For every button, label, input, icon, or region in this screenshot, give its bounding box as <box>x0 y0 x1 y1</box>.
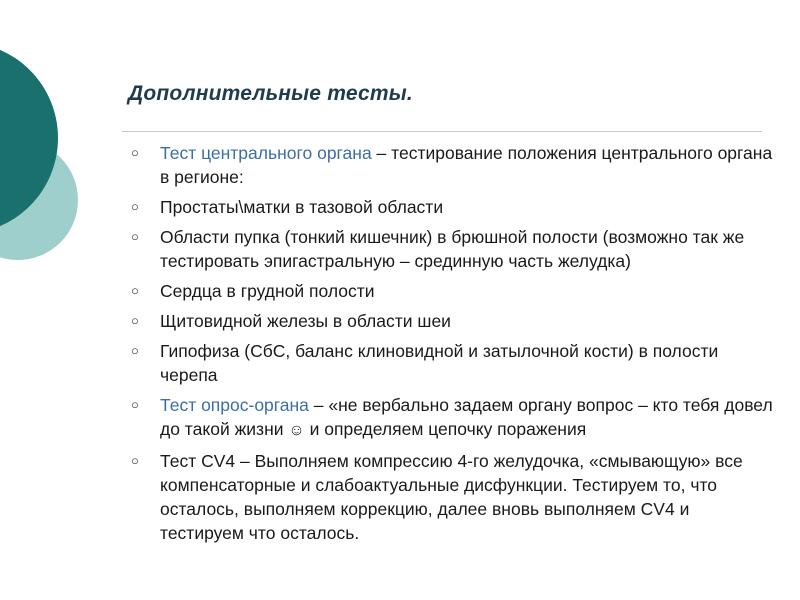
hollow-circle-bullet-icon: ○ <box>131 199 139 214</box>
hollow-circle-bullet-icon: ○ <box>131 229 139 244</box>
bullet-text: Щитовидной железы в области шеи <box>160 311 451 331</box>
bullet-item <box>128 195 778 219</box>
hollow-circle-bullet-icon: ○ <box>131 453 139 468</box>
bullet-text: Простаты\матки в тазовой области <box>160 197 444 217</box>
hollow-circle-bullet-icon: ○ <box>131 343 139 358</box>
bullet-item <box>128 393 778 443</box>
hollow-circle-bullet-icon: ○ <box>131 397 139 412</box>
hollow-circle-bullet-icon: ○ <box>131 145 139 160</box>
bullet-text: Области пупка (тонкий кишечник) в брюшной полости (возможно так же тестировать эпигастральную – срединную часть желудка) <box>160 227 745 271</box>
bullet-text: – «не вербально задаем органу вопрос – кто тебя довел до такой жизни <box>160 395 773 439</box>
bullet-item <box>128 279 778 303</box>
bullet-text-continued: и определяем цепочку поражения <box>304 419 587 439</box>
bullet-text: Гипофиза (СбС, баланс клиновидной и затылочной кости) в полости черепа <box>160 341 719 385</box>
bullet-highlight: Тест центрального органа <box>160 143 372 163</box>
slide-title: Дополнительные тесты. <box>128 82 413 105</box>
hollow-circle-bullet-icon: ○ <box>131 313 139 328</box>
bullet-item <box>128 141 778 189</box>
bullet-text: – тестирование положения центрального органа в регионе: <box>160 143 773 187</box>
bullet-item <box>128 449 778 545</box>
bullet-highlight: Тест опрос-органа <box>160 395 309 415</box>
bullet-text: Сердца в грудной полости <box>160 281 375 301</box>
bullet-list <box>128 141 778 551</box>
title-divider <box>122 131 762 132</box>
hollow-circle-bullet-icon: ○ <box>131 283 139 298</box>
bullet-item <box>128 339 778 387</box>
smiley-icon: ☺ <box>288 422 305 439</box>
bullet-item <box>128 309 778 333</box>
bullet-item <box>128 225 778 273</box>
bullet-text: Тест CV4 – Выполняем компрессию 4-го желудочка, «смывающую» все компенсаторные и слабоактуальные дисфункции. Тестируем то, что осталось, выполняем коррекцию, далее вновь выполняем CV4 и тестируем что осталось. <box>160 451 743 543</box>
